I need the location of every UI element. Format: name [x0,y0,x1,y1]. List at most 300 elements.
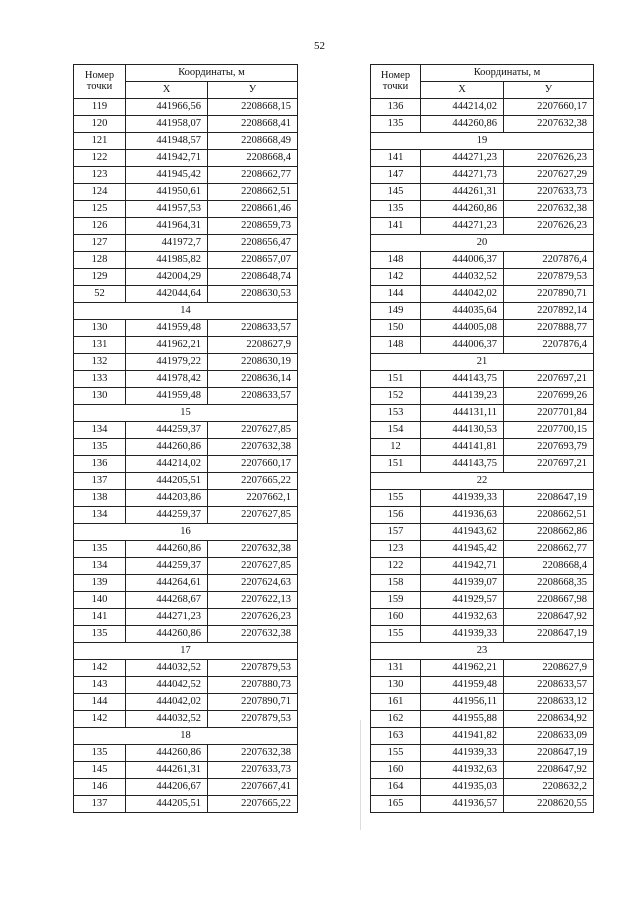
point-number-cell: 132 [74,354,126,371]
x-coordinate-cell: 441939,33 [421,626,504,643]
x-coordinate-cell: 444042,02 [421,286,504,303]
table-row [371,711,594,728]
table-row [74,320,298,337]
table-row [371,490,594,507]
y-coordinate-cell: 2207699,26 [504,388,594,405]
point-number-cell: 130 [74,388,126,405]
point-number-cell: 159 [371,592,421,609]
point-number-cell: 127 [74,235,126,252]
y-coordinate-cell: 2207665,22 [208,473,298,490]
table-row [371,269,594,286]
x-coordinate-cell: 444271,23 [421,150,504,167]
point-number-cell: 158 [371,575,421,592]
point-number-cell: 136 [371,99,421,116]
x-coordinate-cell: 441962,21 [126,337,208,354]
point-number-cell: 134 [74,422,126,439]
table-row [74,252,298,269]
point-number-cell: 149 [371,303,421,320]
group-label: 18 [74,728,298,745]
x-coordinate-cell: 441966,56 [126,99,208,116]
point-number-cell: 154 [371,422,421,439]
table-row [371,150,594,167]
x-coordinate-cell: 441950,61 [126,184,208,201]
x-coordinate-cell: 444260,86 [126,626,208,643]
table-row [74,779,298,796]
point-number-cell: 137 [74,796,126,813]
y-coordinate-cell: 2207665,22 [208,796,298,813]
x-coordinate-cell: 441936,57 [421,796,504,813]
x-coordinate-cell: 444006,37 [421,252,504,269]
y-coordinate-cell: 2207890,71 [504,286,594,303]
x-coordinate-cell: 444006,37 [421,337,504,354]
x-coordinate-cell: 444271,23 [421,218,504,235]
y-coordinate-cell: 2208647,92 [504,762,594,779]
x-coordinate-cell: 441939,33 [421,745,504,762]
y-coordinate-cell: 2207888,77 [504,320,594,337]
table-row [74,592,298,609]
table-row [74,235,298,252]
point-number-cell: 155 [371,626,421,643]
table-row [371,99,594,116]
table-row [74,796,298,813]
point-number-cell: 123 [371,541,421,558]
y-coordinate-cell: 2208668,41 [208,116,298,133]
table-row [371,524,594,541]
table-row [371,201,594,218]
point-number-cell: 135 [74,626,126,643]
page-number: 52 [314,40,325,52]
x-coordinate-cell: 444032,52 [126,660,208,677]
group-header-row [371,643,594,660]
table-row [74,133,298,150]
y-coordinate-cell: 2207622,13 [208,592,298,609]
table-row [74,269,298,286]
point-number-cell: 128 [74,252,126,269]
table-row [371,337,594,354]
y-coordinate-cell: 2208662,51 [504,507,594,524]
point-number-cell: 141 [371,150,421,167]
table-row [371,218,594,235]
point-number-cell: 135 [371,201,421,218]
y-coordinate-cell: 2208659,73 [208,218,298,235]
point-number-cell: 126 [74,218,126,235]
group-header-row [74,643,298,660]
x-coordinate-cell: 441956,11 [421,694,504,711]
scan-artifact-line [360,720,361,830]
table-row [74,575,298,592]
point-number-cell: 141 [74,609,126,626]
table-row [74,201,298,218]
table-row [371,456,594,473]
group-header-row [74,405,298,422]
point-number-cell: 145 [371,184,421,201]
point-number-cell: 134 [74,507,126,524]
point-number-cell: 157 [371,524,421,541]
table-row [74,507,298,524]
y-coordinate-cell: 2207633,73 [504,184,594,201]
group-header-row [371,235,594,252]
point-number-cell: 142 [74,660,126,677]
y-coordinate-cell: 2208662,51 [208,184,298,201]
y-coordinate-cell: 2207667,41 [208,779,298,796]
y-coordinate-cell: 2208668,4 [208,150,298,167]
y-coordinate-cell: 2208630,19 [208,354,298,371]
x-coordinate-cell: 444205,51 [126,796,208,813]
point-number-cell: 140 [74,592,126,609]
x-coordinate-cell: 441936,63 [421,507,504,524]
x-coordinate-cell: 441942,71 [421,558,504,575]
y-coordinate-cell: 2208633,09 [504,728,594,745]
point-number-cell: 124 [74,184,126,201]
coordinates-header: Координаты, м [126,65,298,82]
point-number-header [371,65,421,99]
y-coordinate-cell: 2207662,1 [208,490,298,507]
table-row [371,592,594,609]
table-row [371,507,594,524]
x-coordinate-cell: 441979,22 [126,354,208,371]
table-row [74,337,298,354]
x-coordinate-cell: 441959,48 [126,320,208,337]
x-coordinate-cell: 441945,42 [126,167,208,184]
y-coordinate-cell: 2208630,53 [208,286,298,303]
coordinates-table-left [73,64,298,813]
point-number-cell: 122 [74,150,126,167]
x-coordinate-cell: 441939,07 [421,575,504,592]
group-header-row [371,133,594,150]
table-row [371,252,594,269]
table-row [74,745,298,762]
point-number-cell: 156 [371,507,421,524]
y-coordinate-cell: 2207693,79 [504,439,594,456]
group-header-row [74,524,298,541]
y-coordinate-cell: 2208668,49 [208,133,298,150]
x-coordinate-cell: 441935,03 [421,779,504,796]
y-coordinate-cell: 2207627,29 [504,167,594,184]
table-row [74,422,298,439]
x-coordinate-cell: 444260,86 [126,745,208,762]
x-coordinate-cell: 441942,71 [126,150,208,167]
y-coordinate-cell: 2207632,38 [504,116,594,133]
y-coordinate-cell: 2208662,86 [504,524,594,541]
y-coordinate-cell: 2208662,77 [208,167,298,184]
table-row [74,762,298,779]
point-number-cell: 129 [74,269,126,286]
table-row [74,456,298,473]
table-row [74,218,298,235]
point-number-cell: 52 [74,286,126,303]
x-coordinate-cell: 441943,62 [421,524,504,541]
group-label: 22 [371,473,594,490]
table-row [74,371,298,388]
point-number-cell: 125 [74,201,126,218]
x-coordinate-cell: 444131,11 [421,405,504,422]
point-number-cell: 160 [371,609,421,626]
x-coordinate-cell: 444261,31 [421,184,504,201]
y-coordinate-cell: 2208634,92 [504,711,594,728]
x-coordinate-cell: 441959,48 [421,677,504,694]
y-coordinate-cell: 2208633,57 [208,388,298,405]
table-row [371,575,594,592]
table-row [74,711,298,728]
point-number-header-line2: точки [86,80,113,92]
y-coordinate-cell: 2207697,21 [504,456,594,473]
table-row [371,167,594,184]
table-row [371,694,594,711]
x-coordinate-cell: 441929,57 [421,592,504,609]
x-coordinate-cell: 444259,37 [126,558,208,575]
table-row [371,439,594,456]
point-number-cell: 131 [74,337,126,354]
table-row [74,609,298,626]
y-coordinate-cell: 2207626,23 [208,609,298,626]
x-coordinate-cell: 444130,53 [421,422,504,439]
point-number-cell: 139 [74,575,126,592]
point-number-cell: 131 [371,660,421,677]
coordinates-table-right [370,64,594,813]
table-row [371,796,594,813]
table-row [371,371,594,388]
y-coordinate-cell: 2207879,53 [504,269,594,286]
x-coordinate-cell: 441972,7 [126,235,208,252]
y-coordinate-cell: 2208636,14 [208,371,298,388]
y-coordinate-cell: 2208633,57 [208,320,298,337]
x-column-header: Х [421,82,504,99]
table-row [371,677,594,694]
point-number-cell: 119 [74,99,126,116]
point-number-header [74,65,126,99]
coordinates-header: Координаты, м [421,65,594,82]
y-coordinate-cell: 2208647,19 [504,490,594,507]
y-coordinate-cell: 2208633,12 [504,694,594,711]
x-coordinate-cell: 444271,23 [126,609,208,626]
point-number-cell: 148 [371,337,421,354]
point-number-cell: 155 [371,745,421,762]
x-coordinate-cell: 441932,63 [421,609,504,626]
table-row [371,745,594,762]
x-coordinate-cell: 444206,67 [126,779,208,796]
point-number-cell: 161 [371,694,421,711]
point-number-cell: 151 [371,371,421,388]
point-number-cell: 138 [74,490,126,507]
x-coordinate-cell: 441932,63 [421,762,504,779]
point-number-cell: 143 [74,677,126,694]
point-number-cell: 130 [371,677,421,694]
x-coordinate-cell: 441948,57 [126,133,208,150]
y-column-header: У [504,82,594,99]
y-coordinate-cell: 2207633,73 [208,762,298,779]
point-number-cell: 165 [371,796,421,813]
group-header-row [74,728,298,745]
group-label: 19 [371,133,594,150]
y-coordinate-cell: 2207876,4 [504,252,594,269]
y-coordinate-cell: 2207626,23 [504,218,594,235]
point-number-cell: 12 [371,439,421,456]
point-number-cell: 123 [74,167,126,184]
x-coordinate-cell: 441978,42 [126,371,208,388]
y-coordinate-cell: 2207890,71 [208,694,298,711]
y-coordinate-cell: 2208632,2 [504,779,594,796]
y-coordinate-cell: 2207626,23 [504,150,594,167]
y-coordinate-cell: 2208647,19 [504,745,594,762]
point-number-cell: 144 [371,286,421,303]
y-coordinate-cell: 2207879,53 [208,660,298,677]
y-coordinate-cell: 2207876,4 [504,337,594,354]
y-coordinate-cell: 2208668,4 [504,558,594,575]
x-coordinate-cell: 444032,52 [126,711,208,728]
y-coordinate-cell: 2207700,15 [504,422,594,439]
y-coordinate-cell: 2207660,17 [504,99,594,116]
x-coordinate-cell: 444042,02 [126,694,208,711]
table-row [371,286,594,303]
x-column-header: Х [126,82,208,99]
table-row [74,439,298,456]
y-coordinate-cell: 2207632,38 [208,745,298,762]
y-coordinate-cell: 2207627,85 [208,422,298,439]
y-coordinate-cell: 2208657,07 [208,252,298,269]
x-coordinate-cell: 441962,21 [421,660,504,677]
y-coordinate-cell: 2207660,17 [208,456,298,473]
point-number-cell: 146 [74,779,126,796]
table-row [371,388,594,405]
x-coordinate-cell: 444261,31 [126,762,208,779]
x-coordinate-cell: 444042,52 [126,677,208,694]
table-row [74,286,298,303]
x-coordinate-cell: 444259,37 [126,422,208,439]
x-coordinate-cell: 441955,88 [421,711,504,728]
y-coordinate-cell: 2208647,19 [504,626,594,643]
point-number-cell: 133 [74,371,126,388]
point-number-cell: 135 [371,116,421,133]
point-number-header-line1: Номер [380,70,411,81]
table-row [74,558,298,575]
table-row [371,116,594,133]
y-coordinate-cell: 2208620,55 [504,796,594,813]
y-coordinate-cell: 2207892,14 [504,303,594,320]
point-number-header-line2: точки [382,80,409,92]
table-row [74,354,298,371]
y-coordinate-cell: 2207880,73 [208,677,298,694]
point-number-cell: 122 [371,558,421,575]
y-coordinate-cell: 2207701,84 [504,405,594,422]
point-number-cell: 120 [74,116,126,133]
y-coordinate-cell: 2208647,92 [504,609,594,626]
x-coordinate-cell: 444271,73 [421,167,504,184]
x-coordinate-cell: 444032,52 [421,269,504,286]
y-coordinate-cell: 2208633,57 [504,677,594,694]
point-number-cell: 150 [371,320,421,337]
table-row [371,558,594,575]
y-coordinate-cell: 2208656,47 [208,235,298,252]
y-coordinate-cell: 2207632,38 [208,626,298,643]
point-number-cell: 134 [74,558,126,575]
group-header-row [371,354,594,371]
group-label: 20 [371,235,594,252]
table-row [371,320,594,337]
table-row [371,303,594,320]
x-coordinate-cell: 444205,51 [126,473,208,490]
point-number-cell: 145 [74,762,126,779]
x-coordinate-cell: 444260,86 [421,201,504,218]
table-row [74,116,298,133]
y-coordinate-cell: 2207627,85 [208,558,298,575]
table-row [371,184,594,201]
group-label: 17 [74,643,298,660]
x-coordinate-cell: 444035,64 [421,303,504,320]
x-coordinate-cell: 444268,67 [126,592,208,609]
point-number-cell: 147 [371,167,421,184]
group-header-row [371,473,594,490]
table-row [371,422,594,439]
y-coordinate-cell: 2207879,53 [208,711,298,728]
table-row [371,728,594,745]
point-number-cell: 142 [371,269,421,286]
point-number-cell: 130 [74,320,126,337]
point-number-cell: 152 [371,388,421,405]
x-coordinate-cell: 441939,33 [421,490,504,507]
group-header-row [74,303,298,320]
x-coordinate-cell: 441985,82 [126,252,208,269]
group-label: 21 [371,354,594,371]
y-coordinate-cell: 2208668,35 [504,575,594,592]
table-row [74,490,298,507]
x-coordinate-cell: 444143,75 [421,371,504,388]
x-coordinate-cell: 442044,64 [126,286,208,303]
x-coordinate-cell: 441964,31 [126,218,208,235]
x-coordinate-cell: 444259,37 [126,507,208,524]
table-row [74,388,298,405]
x-coordinate-cell: 444005,08 [421,320,504,337]
table-row [371,405,594,422]
table-row [74,473,298,490]
table-row [74,541,298,558]
y-coordinate-cell: 2208668,15 [208,99,298,116]
table-row [371,609,594,626]
y-coordinate-cell: 2208627,9 [208,337,298,354]
point-number-header-line1: Номер [84,70,115,81]
y-coordinate-cell: 2207624,63 [208,575,298,592]
x-coordinate-cell: 444260,86 [126,439,208,456]
point-number-cell: 153 [371,405,421,422]
point-number-cell: 144 [74,694,126,711]
group-label: 15 [74,405,298,422]
group-label: 14 [74,303,298,320]
point-number-cell: 135 [74,541,126,558]
point-number-cell: 148 [371,252,421,269]
y-column-header: У [208,82,298,99]
x-coordinate-cell: 444139,23 [421,388,504,405]
x-coordinate-cell: 444203,86 [126,490,208,507]
y-coordinate-cell: 2207632,38 [208,439,298,456]
table-row [74,167,298,184]
y-coordinate-cell: 2207632,38 [208,541,298,558]
table-row [74,694,298,711]
point-number-cell: 137 [74,473,126,490]
point-number-cell: 135 [74,439,126,456]
x-coordinate-cell: 441957,53 [126,201,208,218]
table-row [371,541,594,558]
group-label: 23 [371,643,594,660]
point-number-cell: 135 [74,745,126,762]
table-row [74,99,298,116]
x-coordinate-cell: 444214,02 [126,456,208,473]
table-row [371,660,594,677]
point-number-cell: 151 [371,456,421,473]
x-coordinate-cell: 441941,82 [421,728,504,745]
point-number-cell: 141 [371,218,421,235]
point-number-cell: 162 [371,711,421,728]
x-coordinate-cell: 441945,42 [421,541,504,558]
y-coordinate-cell: 2208627,9 [504,660,594,677]
